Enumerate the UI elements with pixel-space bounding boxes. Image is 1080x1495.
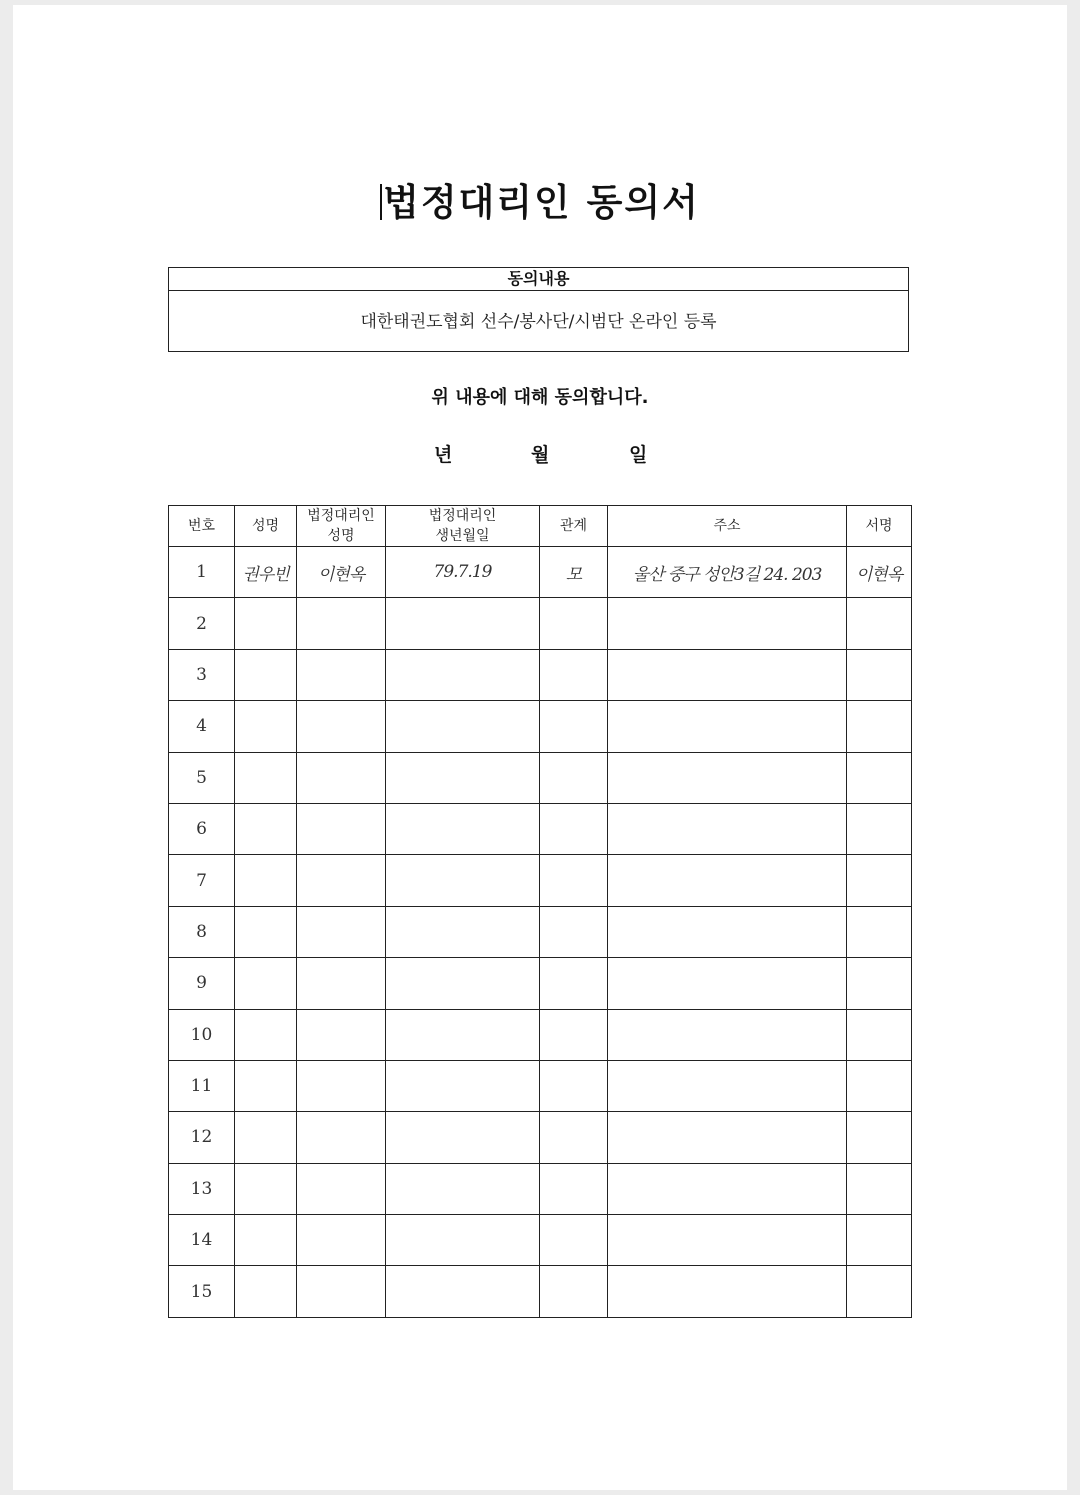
cell-relation[interactable] — [540, 1060, 608, 1111]
date-day-label: 일 — [629, 444, 648, 466]
cell-guardian-birth[interactable] — [386, 1266, 540, 1317]
header-guardian-birth — [386, 506, 540, 547]
cell-name[interactable] — [235, 1060, 297, 1111]
cell-guardian-name[interactable] — [297, 701, 386, 752]
cell-signature[interactable] — [847, 906, 912, 957]
cell-no: 2 — [169, 598, 235, 649]
cell-address[interactable] — [608, 1266, 847, 1317]
cell-no: 5 — [169, 752, 235, 803]
table-row — [169, 1215, 912, 1266]
cell-guardian-birth[interactable] — [386, 803, 540, 854]
cell-relation[interactable] — [540, 752, 608, 803]
cell-name[interactable] — [235, 855, 297, 906]
cell-signature[interactable] — [847, 855, 912, 906]
cell-address[interactable] — [608, 906, 847, 957]
cell-relation[interactable] — [540, 1215, 608, 1266]
cell-relation[interactable]: 모 — [540, 547, 608, 598]
cell-no: 13 — [169, 1163, 235, 1214]
title-text: 법정대리인 동의서 — [383, 181, 700, 224]
header-name: 성명 — [235, 506, 297, 547]
cell-no: 15 — [169, 1266, 235, 1317]
table-row — [169, 649, 912, 700]
header-no: 번호 — [169, 506, 235, 547]
table-row — [169, 906, 912, 957]
header-guardian-birth-line2: 생년월일 — [435, 528, 490, 544]
cell-address[interactable] — [608, 752, 847, 803]
cell-guardian-name[interactable] — [297, 598, 386, 649]
cell-guardian-name[interactable] — [297, 1215, 386, 1266]
table-row — [169, 958, 912, 1009]
cell-guardian-name[interactable] — [297, 1060, 386, 1111]
cell-relation[interactable] — [540, 958, 608, 1009]
cell-signature[interactable] — [847, 701, 912, 752]
cell-guardian-birth[interactable] — [386, 855, 540, 906]
cell-name[interactable] — [235, 803, 297, 854]
cell-no: 12 — [169, 1112, 235, 1163]
cell-relation[interactable] — [540, 1266, 608, 1317]
cell-guardian-name[interactable] — [297, 958, 386, 1009]
cell-guardian-name[interactable] — [297, 803, 386, 854]
cell-signature[interactable] — [847, 649, 912, 700]
cell-address[interactable] — [608, 855, 847, 906]
cell-relation[interactable] — [540, 649, 608, 700]
cell-no: 9 — [169, 958, 235, 1009]
cell-guardian-birth[interactable] — [386, 1112, 540, 1163]
cell-name[interactable] — [235, 598, 297, 649]
cell-relation[interactable] — [540, 1112, 608, 1163]
table-row — [169, 1266, 912, 1317]
cell-guardian-name[interactable] — [297, 855, 386, 906]
cell-signature[interactable] — [847, 803, 912, 854]
cell-no: 4 — [169, 701, 235, 752]
cell-signature[interactable] — [847, 1009, 912, 1060]
cell-address[interactable] — [608, 958, 847, 1009]
cell-name[interactable] — [235, 752, 297, 803]
cell-signature[interactable]: 이현옥 — [847, 547, 912, 598]
cell-guardian-birth[interactable]: 79.7.19 — [386, 547, 540, 598]
cell-address[interactable] — [608, 803, 847, 854]
cell-relation[interactable] — [540, 855, 608, 906]
table-header-row — [169, 506, 912, 547]
cell-no: 14 — [169, 1215, 235, 1266]
table-row — [169, 1163, 912, 1214]
cell-relation[interactable] — [540, 1009, 608, 1060]
cell-signature[interactable] — [847, 1060, 912, 1111]
cell-name[interactable] — [235, 1215, 297, 1266]
cell-signature[interactable] — [847, 1215, 912, 1266]
cell-guardian-birth[interactable] — [386, 906, 540, 957]
header-guardian-name-line1: 법정대리인 — [307, 508, 375, 524]
cell-no: 8 — [169, 906, 235, 957]
cell-guardian-name[interactable] — [297, 1112, 386, 1163]
cell-relation[interactable] — [540, 598, 608, 649]
cell-no: 3 — [169, 649, 235, 700]
agreement-header: 동의내용 — [169, 268, 908, 291]
cell-address[interactable] — [608, 1163, 847, 1214]
cell-name[interactable]: 권우빈 — [235, 547, 297, 598]
text-cursor — [380, 184, 382, 220]
table-row — [169, 752, 912, 803]
cell-relation[interactable] — [540, 1163, 608, 1214]
table-row — [169, 701, 912, 752]
cell-guardian-birth[interactable] — [386, 1163, 540, 1214]
cell-address[interactable] — [608, 598, 847, 649]
cell-signature[interactable] — [847, 598, 912, 649]
agreement-content: 대한태권도협회 선수/봉사단/시범단 온라인 등록 — [360, 312, 717, 332]
cell-address[interactable] — [608, 1060, 847, 1111]
cell-guardian-birth[interactable] — [386, 598, 540, 649]
cell-name[interactable] — [235, 1009, 297, 1060]
cell-name[interactable] — [235, 1163, 297, 1214]
cell-signature[interactable] — [847, 752, 912, 803]
cell-no: 7 — [169, 855, 235, 906]
cell-address[interactable]: 울산 중구 성안3길 24. 203 — [608, 547, 847, 598]
agreement-box — [168, 267, 909, 352]
cell-guardian-name[interactable] — [297, 1163, 386, 1214]
cell-name[interactable] — [235, 701, 297, 752]
cell-relation[interactable] — [540, 803, 608, 854]
cell-guardian-birth[interactable] — [386, 1060, 540, 1111]
header-guardian-name — [297, 506, 386, 547]
cell-address[interactable] — [608, 701, 847, 752]
cell-guardian-birth[interactable] — [386, 1215, 540, 1266]
cell-signature[interactable] — [847, 1112, 912, 1163]
table-row — [169, 598, 912, 649]
cell-guardian-name[interactable]: 이현옥 — [297, 547, 386, 598]
cell-guardian-birth[interactable] — [386, 701, 540, 752]
cell-guardian-birth[interactable] — [386, 958, 540, 1009]
cell-name[interactable] — [235, 906, 297, 957]
cell-name[interactable] — [235, 958, 297, 1009]
table-row — [169, 1060, 912, 1111]
table-row — [169, 803, 912, 854]
header-signature: 서명 — [847, 506, 912, 547]
cell-relation[interactable] — [540, 701, 608, 752]
cell-signature[interactable] — [847, 1266, 912, 1317]
cell-guardian-birth[interactable] — [386, 752, 540, 803]
cell-address[interactable] — [608, 1112, 847, 1163]
header-guardian-name-line2: 성명 — [327, 528, 355, 544]
header-guardian-birth-line1: 법정대리인 — [428, 508, 497, 524]
cell-guardian-name[interactable] — [297, 649, 386, 700]
guardian-registry-table — [168, 505, 912, 1318]
cell-guardian-name[interactable] — [297, 1266, 386, 1317]
cell-no: 6 — [169, 803, 235, 854]
cell-name[interactable] — [235, 1112, 297, 1163]
cell-name[interactable] — [235, 1266, 297, 1317]
cell-address[interactable] — [608, 1215, 847, 1266]
cell-no: 10 — [169, 1009, 235, 1060]
cell-address[interactable] — [608, 1009, 847, 1060]
table-row — [169, 547, 912, 598]
cell-guardian-birth[interactable] — [386, 649, 540, 700]
cell-no: 1 — [169, 547, 235, 598]
cell-no: 11 — [169, 1060, 235, 1111]
document-title — [0, 172, 1080, 226]
header-relation: 관계 — [540, 506, 608, 547]
cell-address[interactable] — [608, 649, 847, 700]
cell-guardian-name[interactable] — [297, 752, 386, 803]
date-year-label: 년 — [434, 444, 453, 466]
table-row — [169, 1112, 912, 1163]
table-row — [169, 1009, 912, 1060]
header-address: 주소 — [608, 506, 847, 547]
consent-statement: 위 내용에 대해 동의합니다. — [431, 387, 649, 408]
date-month-label: 월 — [531, 444, 550, 466]
table-row — [169, 855, 912, 906]
cell-signature[interactable] — [847, 958, 912, 1009]
cell-guardian-birth[interactable] — [386, 1009, 540, 1060]
cell-name[interactable] — [235, 649, 297, 700]
cell-guardian-name[interactable] — [297, 906, 386, 957]
cell-signature[interactable] — [847, 1163, 912, 1214]
cell-relation[interactable] — [540, 906, 608, 957]
cell-guardian-name[interactable] — [297, 1009, 386, 1060]
